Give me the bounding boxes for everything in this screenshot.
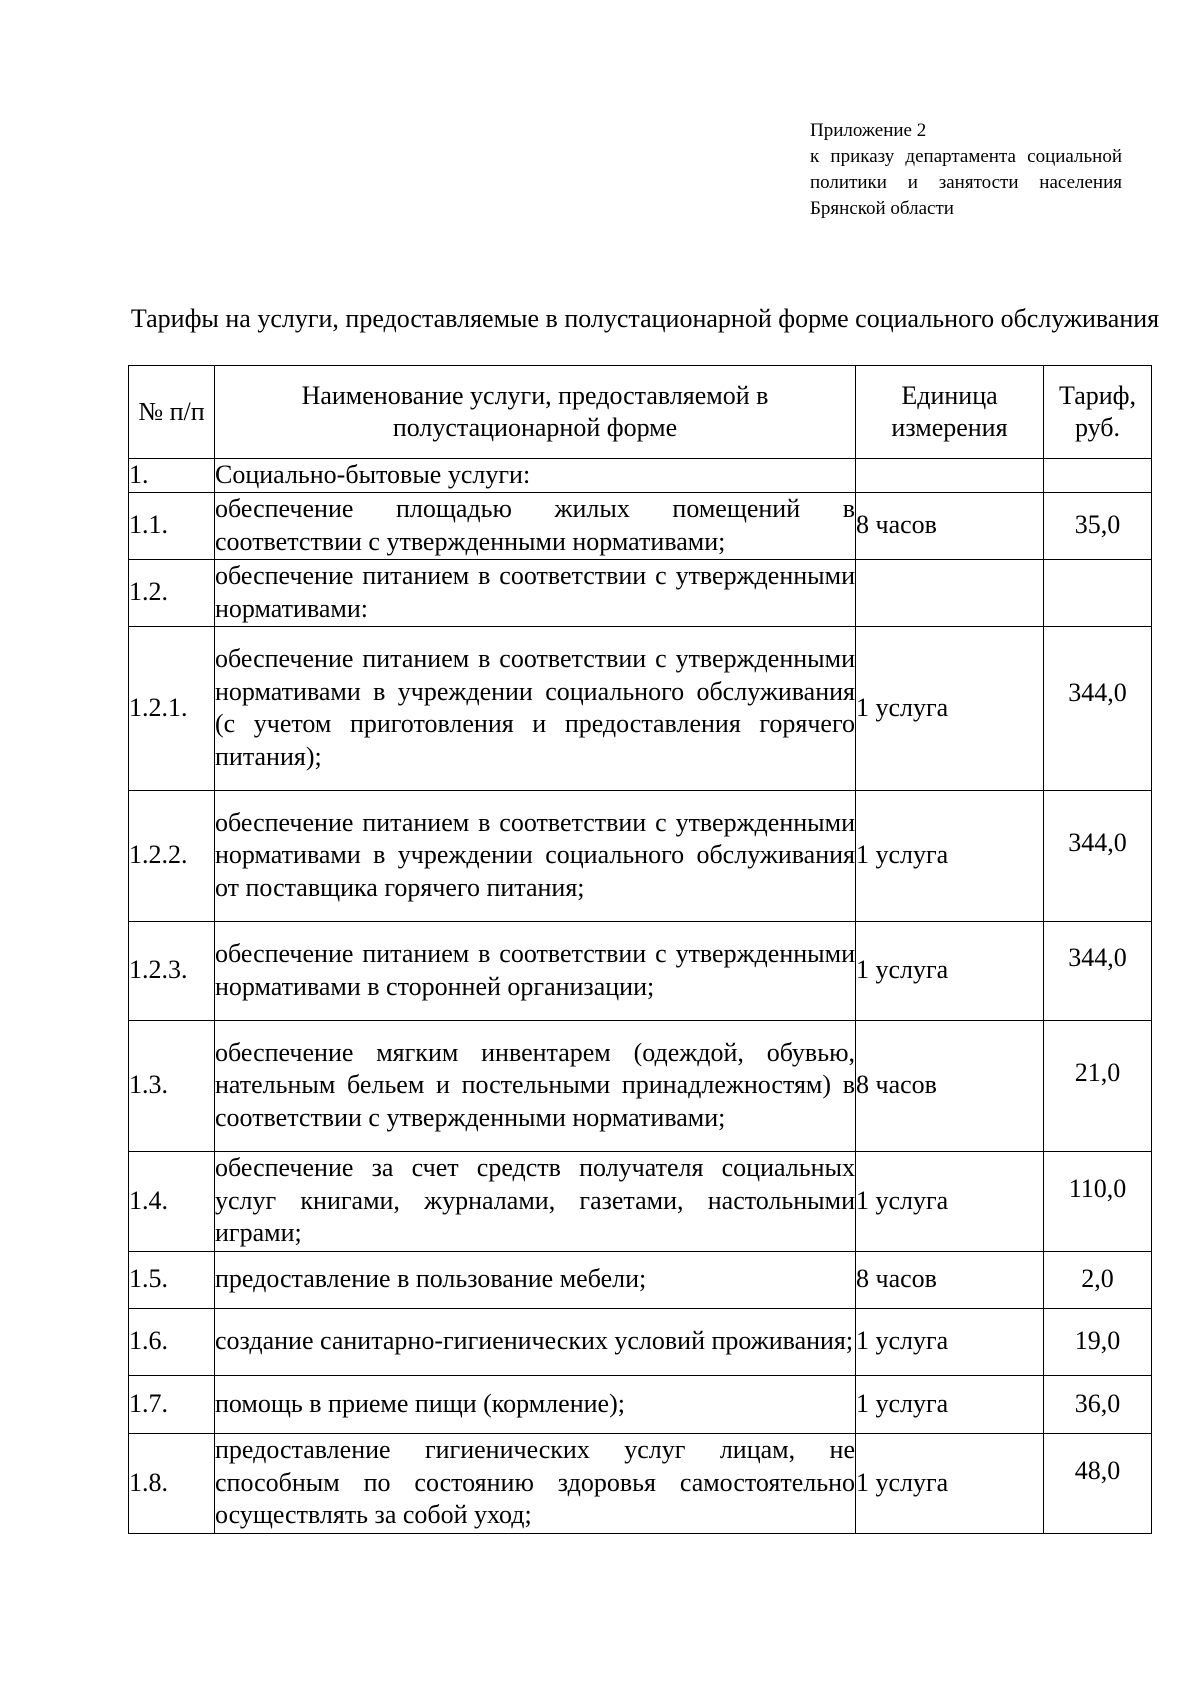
header-num: № п/п [129,366,215,459]
table-row [129,559,1152,626]
header-tariff: Тариф, руб. [1044,366,1152,459]
row-service-name: обеспечение питанием в соответствии с утвержденными нормативами в сторонней организации; [215,921,856,1020]
row-num: 1.2.2. [129,790,215,921]
row-unit: 1 услуга [856,1308,1044,1375]
row-tariff: 48,0 [1044,1433,1152,1533]
section-unit [856,459,1044,493]
table-row [129,1433,1152,1533]
row-service-name: предоставление в пользование мебели; [215,1251,856,1308]
row-tariff: 110,0 [1044,1151,1152,1251]
row-unit: 8 часов [856,492,1044,559]
table-row [129,790,1152,921]
table-row [129,1375,1152,1433]
row-tariff: 344,0 [1044,790,1152,921]
row-unit: 1 услуга [856,1433,1044,1533]
row-unit [856,559,1044,626]
table-row [129,1308,1152,1375]
document-title: Тарифы на услуги, предоставляемые в полустационарной форме социального обслуживания [130,304,1160,333]
row-service-name: обеспечение питанием в соответствии с утвержденными нормативами в учреждении социального обслуживания от поставщика горячего питания; [215,790,856,921]
row-num: 1.2.3. [129,921,215,1020]
section-num: 1. [129,459,215,493]
row-tariff: 344,0 [1044,626,1152,790]
row-unit: 1 услуга [856,921,1044,1020]
row-num: 1.4. [129,1151,215,1251]
tariff-table [128,365,1152,1534]
row-unit: 1 услуга [856,790,1044,921]
appendix-title: Приложение 2 [810,120,927,141]
table-row [129,1020,1152,1151]
row-tariff [1044,559,1152,626]
row-service-name: создание санитарно-гигиенических условий проживания; [215,1308,856,1375]
row-tariff: 35,0 [1044,492,1152,559]
row-service-name: обеспечение питанием в соответствии с утвержденными нормативами в учреждении социального обслуживания (с учетом приготовления и предоставления горячего питания); [215,626,856,790]
row-unit: 8 часов [856,1251,1044,1308]
row-unit: 8 часов [856,1020,1044,1151]
section-row [129,459,1152,493]
row-num: 1.5. [129,1251,215,1308]
row-num: 1.7. [129,1375,215,1433]
row-num: 1.8. [129,1433,215,1533]
row-num: 1.2. [129,559,215,626]
row-service-name: помощь в приеме пищи (кормление); [215,1375,856,1433]
row-num: 1.3. [129,1020,215,1151]
row-unit: 1 услуга [856,1375,1044,1433]
row-num: 1.1. [129,492,215,559]
appendix-text: к приказу департамента социальной политики и занятости населения Брянской области [810,146,1122,219]
row-tariff: 344,0 [1044,921,1152,1020]
table-header-row [129,366,1152,459]
row-tariff: 21,0 [1044,1020,1152,1151]
section-tariff [1044,459,1152,493]
table-row [129,1251,1152,1308]
row-unit: 1 услуга [856,626,1044,790]
table-row [129,1151,1152,1251]
header-unit: Единица измерения [856,366,1044,459]
header-name: Наименование услуги, предоставляемой в полустационарной форме [215,366,856,459]
row-num: 1.6. [129,1308,215,1375]
row-service-name: обеспечение мягким инвентарем (одеждой, обувью, нательным бельем и постельными принадлежностям) в соответствии с утвержденными нормативами; [215,1020,856,1151]
row-unit: 1 услуга [856,1151,1044,1251]
row-service-name: предоставление гигиенических услуг лицам, не способным по состоянию здоровья самостоятельно осуществлять за собой уход; [215,1433,856,1533]
row-service-name: обеспечение питанием в соответствии с утвержденными нормативами: [215,559,856,626]
row-tariff: 36,0 [1044,1375,1152,1433]
table-row [129,626,1152,790]
row-num: 1.2.1. [129,626,215,790]
appendix-block [810,118,1122,222]
table-row [129,921,1152,1020]
row-service-name: обеспечение площадью жилых помещений в соответствии с утвержденными нормативами; [215,492,856,559]
table-row [129,492,1152,559]
row-tariff: 2,0 [1044,1251,1152,1308]
row-tariff: 19,0 [1044,1308,1152,1375]
section-title: Социально-бытовые услуги: [215,459,856,493]
row-service-name: обеспечение за счет средств получателя социальных услуг книгами, журналами, газетами, настольными играми; [215,1151,856,1251]
